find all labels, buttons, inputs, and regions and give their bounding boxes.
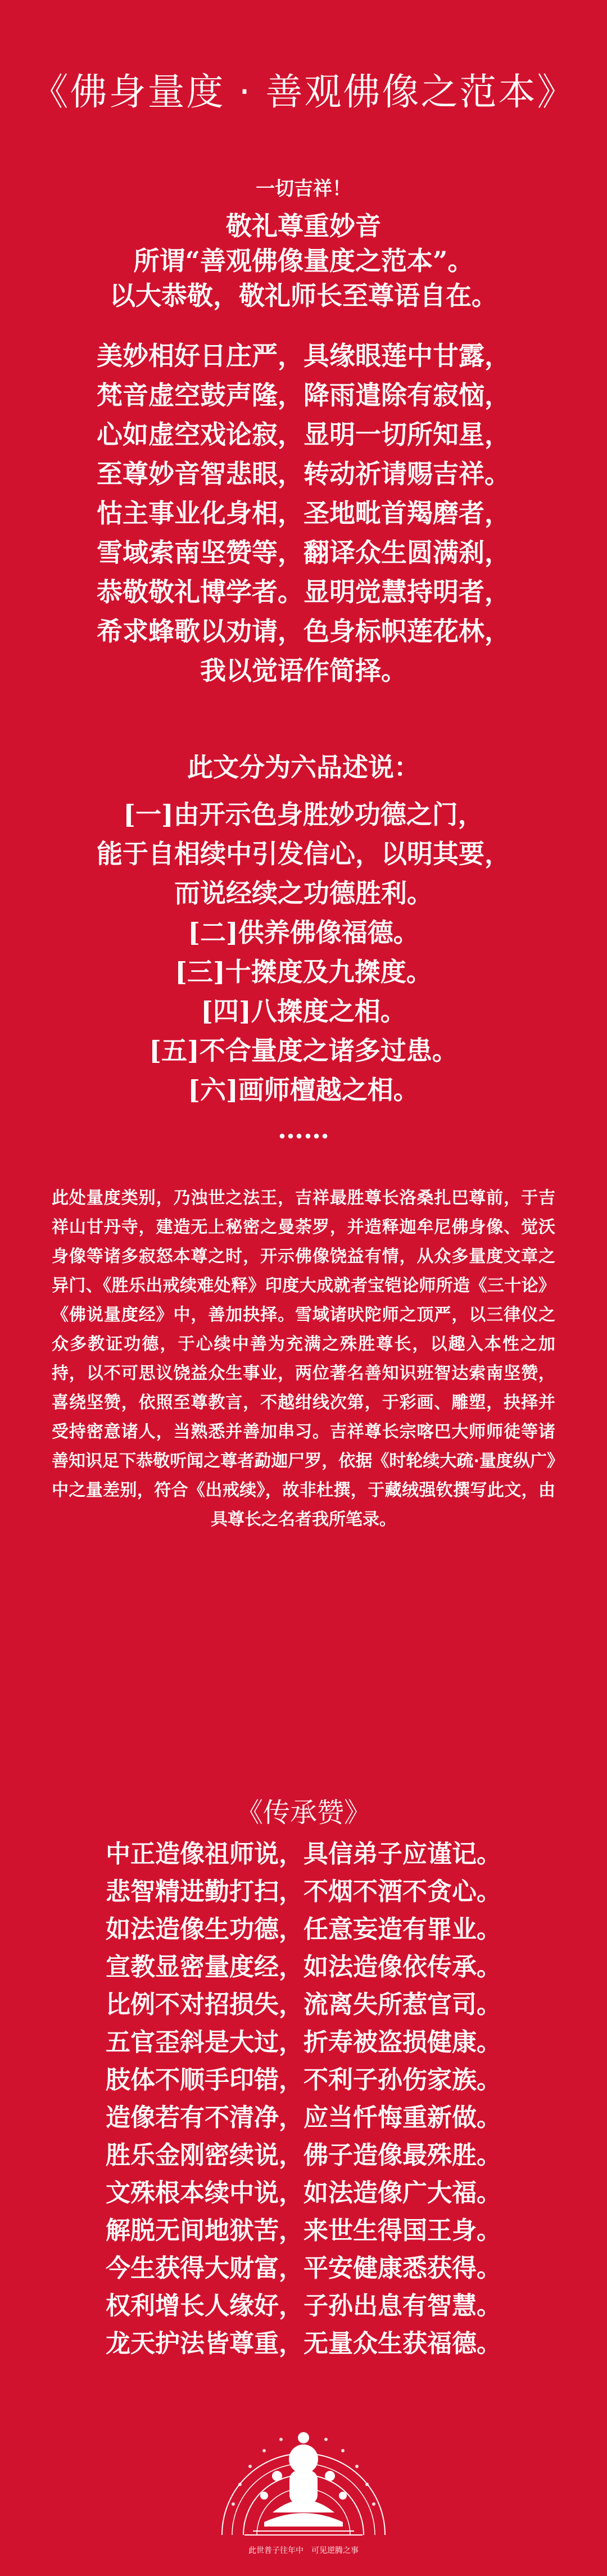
greeting: 一切吉祥！ <box>256 178 351 200</box>
praise-line: 宣教显密量度经，如法造像依传承。 <box>106 1953 501 1981</box>
page-title: 《佛身量度 · 善观佛像之范本》 <box>31 70 576 114</box>
praise-title: 《传承赞》 <box>235 1797 371 1828</box>
intro-section <box>0 173 607 313</box>
homage-line: 以大恭敬，敬礼师长至尊语自在。 <box>110 280 497 311</box>
seal-emblem-icon <box>211 2392 396 2543</box>
praise-line: 解脱无间地狱苦，来世生得国王身。 <box>106 2216 501 2245</box>
praise-line: 权利增长人缘好，子孙出息有智慧。 <box>106 2292 501 2320</box>
chapter-item: [三]十搩度及九搩度。 <box>175 957 432 987</box>
verse-line: 恭敬敬礼博学者。显明觉慧持明者， <box>97 577 510 607</box>
praise-line: 龙天护法皆尊重，无量众生获福德。 <box>106 2329 501 2358</box>
chapter-item: [四]八搩度之相。 <box>201 996 406 1026</box>
chapter-item: 能于自相续中引发信心，以明其要， <box>97 839 510 869</box>
chapter-item: [一]由开示色身胜妙功德之门， <box>123 799 484 830</box>
praise-line: 中正造像祖师说，具信弟子应谨记。 <box>106 1840 501 1868</box>
praise-line: 悲智精进勤打扫，不烟不酒不贪心。 <box>106 1877 501 1906</box>
verse-line: 美妙相好日庄严，具缘眼莲中甘露， <box>97 341 510 371</box>
lotus-deity-seal-icon <box>211 2392 396 2560</box>
verse-line: 梵音虚空鼓声隆，降雨遣除有寂恼， <box>97 380 510 410</box>
praise-verse <box>0 336 607 690</box>
verse-line: 雪域索南坚赞等，翻译众生圆满刹， <box>97 537 510 568</box>
chapter-item: [二]供养佛像福德。 <box>188 917 419 948</box>
praise-line: 五官歪斜是大过，折寿被盗损健康。 <box>106 2028 501 2057</box>
verse-line: 我以觉语作简择。 <box>200 655 407 686</box>
colophon-paragraph: 此处量度类别，乃浊世之法王，吉祥最胜尊长洛桑扎巴尊前，于吉祥山甘丹寺，建造无上秘密之曼荼罗，并造释迦牟尼佛身像、觉沃身像等诸多寂怒本尊之时，开示佛像饶益有情，从众多量度文章之异门、《胜乐出戒续难处释》印度大成就者宝铠论师所造《三十论》《佛说量度经》中，善加抉择。雪域诸吠陀师之顶严，以三律仪之众多教证功德，于心续中善为充满之殊胜尊长，以趣入本性之加持，以不可思议饶益众生事业，两位著名善知识班智达索南坚赞，喜绕坚赞，依照至尊教言，不越绀线次第，于彩画、雕塑，抉择并受持密意诸人，当熟悉并善加串习。吉祥尊长宗喀巴大师师徒等诸善知识足下恭敬听闻之尊者勐迦尸罗，依据《时轮续大疏·量度纵广》中之量差别，符合《出戒续》，故非杜撰，于藏绒强钦撰写此文，由具尊长之名者我所笔录。 <box>52 1188 555 1529</box>
chapter-item: 而说经续之功德胜利。 <box>174 878 433 908</box>
chapter-outline <box>0 748 607 1149</box>
verse-line: 至尊妙音智悲眼，转动祈请赐吉祥。 <box>97 459 510 489</box>
chapter-ellipsis: …… <box>278 1114 329 1144</box>
praise-line: 胜乐金刚密续说，佛子造像最殊胜。 <box>106 2141 501 2170</box>
praise-line: 今生获得大财富，平安健康悉获得。 <box>106 2254 501 2283</box>
verse-line: 心如虚空戏论寂，显明一切所知星， <box>97 419 510 450</box>
praise-line: 如法造像生功德，任意妄造有罪业。 <box>106 1915 501 1944</box>
praise-line: 比例不对招损失，流离失所惹官司。 <box>106 1990 501 2019</box>
verse-line: 希求蜂歌以劝请，色身标帜莲花林， <box>97 616 510 646</box>
homage-line: 敬礼尊重妙音 <box>226 211 381 241</box>
praise-line: 文殊根本续中说，如法造像广大福。 <box>106 2179 501 2207</box>
chapter-heading: 此文分为六品述说： <box>187 752 420 782</box>
praise-line: 肢体不顺手印错，不利子孙伤家族。 <box>106 2066 501 2094</box>
lineage-praise <box>0 1791 607 2362</box>
chapter-item: [六]画师檀越之相。 <box>188 1075 419 1105</box>
seal-caption: 此世普子往年中 可见逆腾之事 <box>248 2546 359 2555</box>
verse-line: 怙主事业化身相，圣地毗首羯磨者， <box>97 498 510 528</box>
praise-line: 造像若有不清净，应当忏悔重新做。 <box>106 2103 501 2132</box>
chapter-item: [五]不合量度之诸多过患。 <box>149 1035 458 1066</box>
homage-line: 所谓“善观佛像量度之范本”。 <box>133 246 474 276</box>
